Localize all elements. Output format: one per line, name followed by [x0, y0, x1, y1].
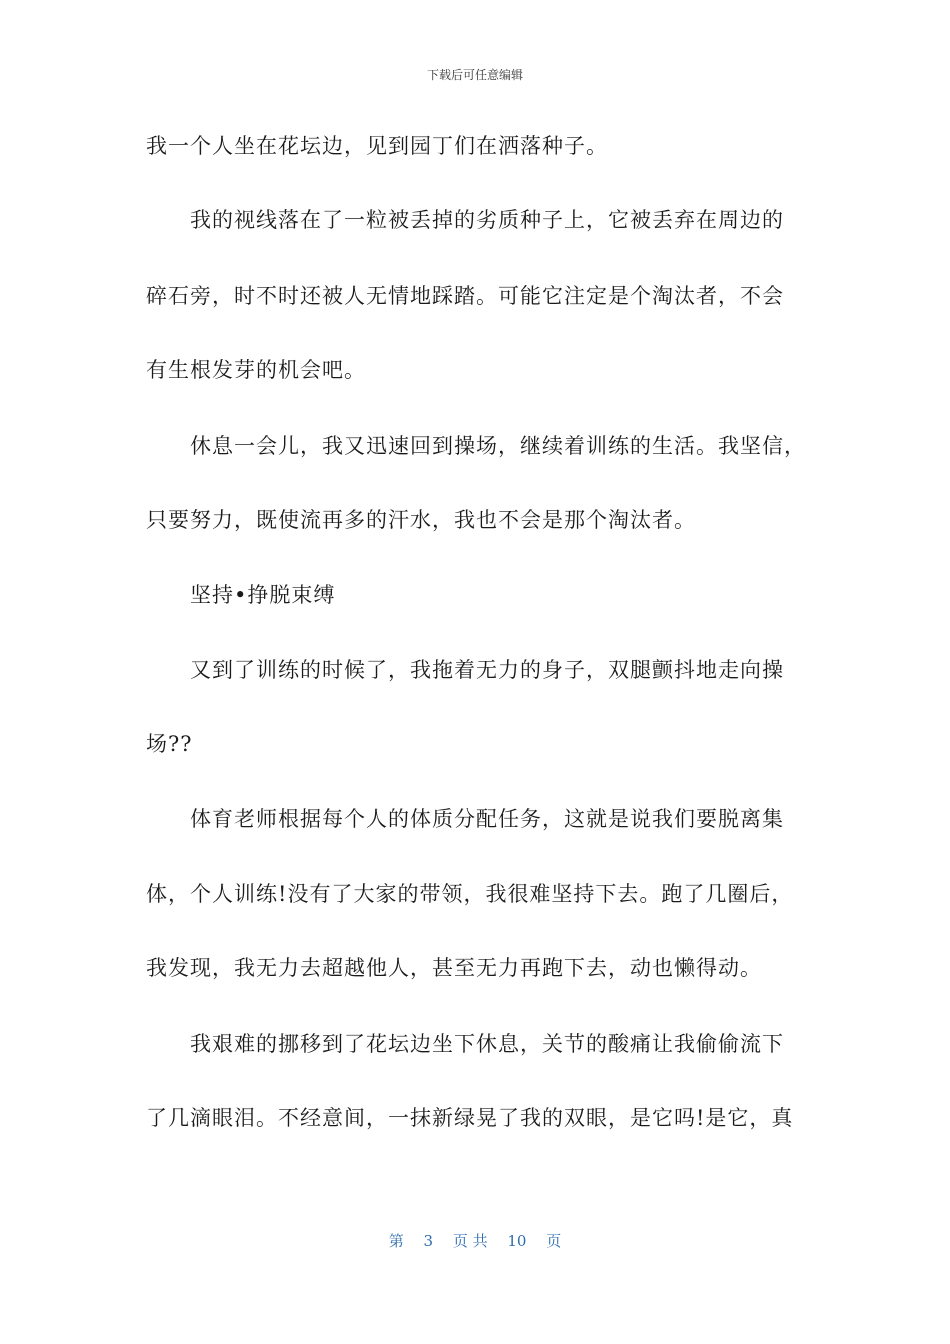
- text-line: 只要努力，既使流再多的汗水，我也不会是那个淘汰者。: [146, 508, 696, 532]
- text-line: 了几滴眼泪。不经意间，一抹新绿晃了我的双眼，是它吗!是它，真: [146, 1106, 794, 1130]
- footer-suffix: 页: [546, 1232, 562, 1250]
- page-footer: [0, 1230, 950, 1251]
- text-line: 碎石旁，时不时还被人无情地踩踏。可能它注定是个淘汰者，不会: [146, 284, 784, 308]
- section-heading: 坚持•挣脱束缚: [190, 583, 336, 607]
- text-line: 又到了训练的时候了，我拖着无力的身子，双腿颤抖地走向操: [190, 658, 784, 682]
- text-line: 我发现，我无力去超越他人，甚至无力再跑下去，动也懒得动。: [146, 956, 762, 980]
- current-page-number: 3: [423, 1232, 434, 1250]
- text-line: 有生根发芽的机会吧。: [146, 358, 366, 382]
- text-line: 休息一会儿，我又迅速回到操场，继续着训练的生活。我坚信，: [190, 434, 806, 458]
- total-page-number: 10: [507, 1232, 527, 1250]
- footer-middle: 页 共: [452, 1232, 488, 1250]
- text-line: 我的视线落在了一粒被丢掉的劣质种子上，它被丢弃在周边的: [190, 208, 784, 232]
- text-line: 体，个人训练!没有了大家的带领，我很难坚持下去。跑了几圈后，: [146, 882, 794, 906]
- footer-prefix: 第: [388, 1232, 404, 1250]
- text-line: 体育老师根据每个人的体质分配任务，这就是说我们要脱离集: [190, 807, 784, 831]
- text-line: 场??: [146, 732, 193, 756]
- text-line: 我一个人坐在花坛边，见到园丁们在洒落种子。: [146, 134, 608, 158]
- text-line: 我艰难的挪移到了花坛边坐下休息，关节的酸痛让我偷偷流下: [190, 1032, 784, 1056]
- page-header: 下载后可任意编辑: [426, 68, 523, 82]
